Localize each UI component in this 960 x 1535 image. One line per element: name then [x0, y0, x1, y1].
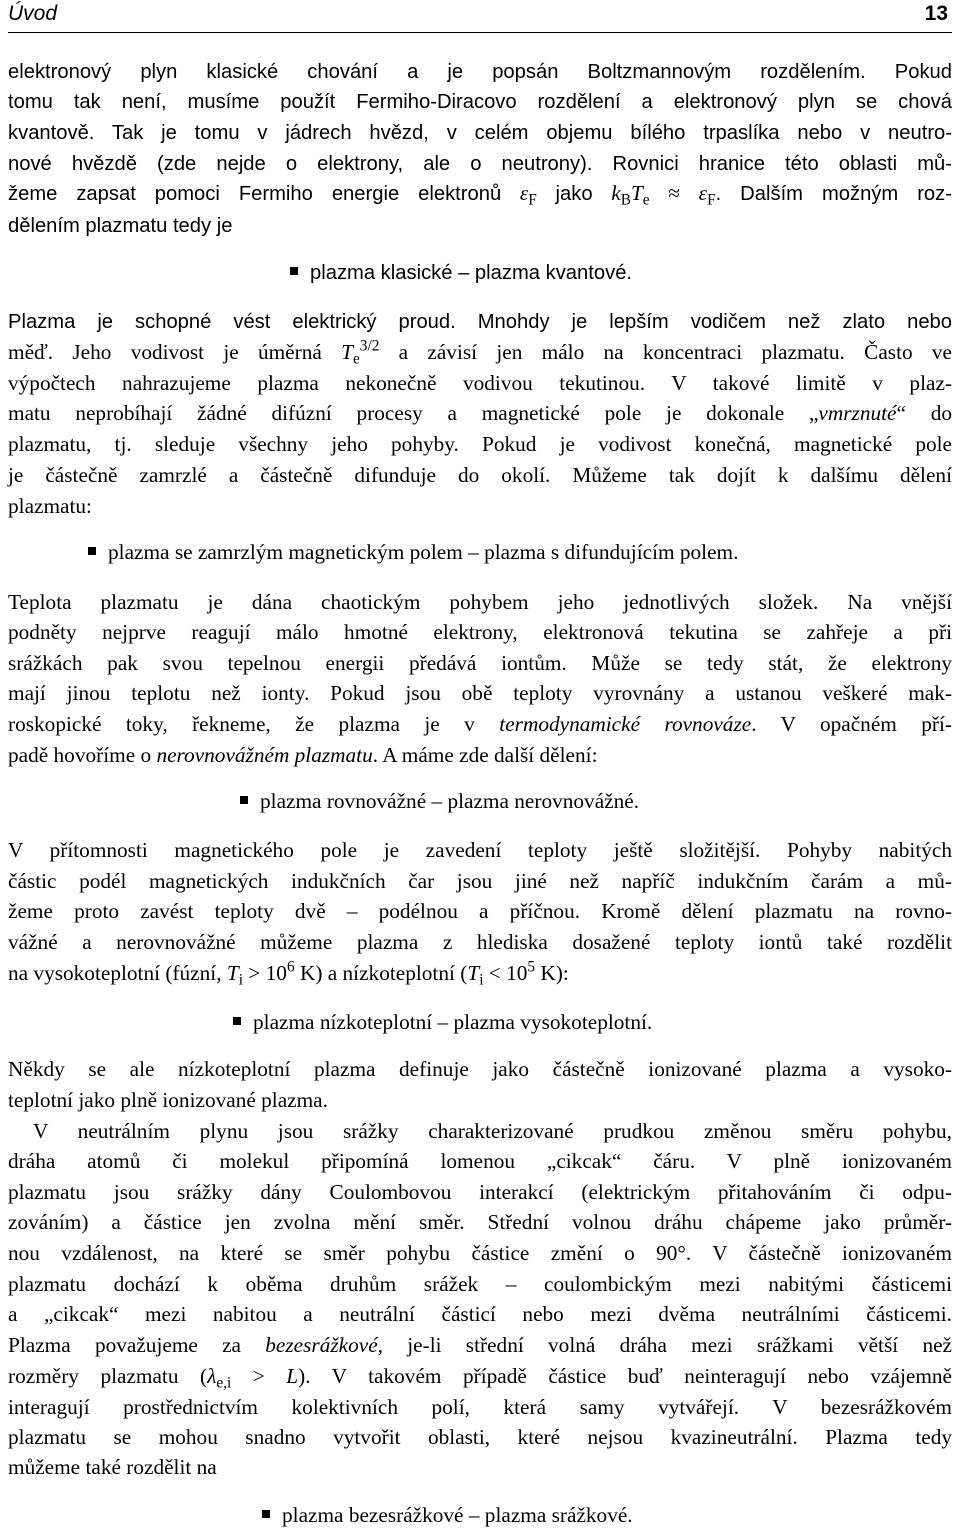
- text-line: můžeme také rozdělit na: [8, 1455, 217, 1479]
- text-line: vážné a nerovnovážné můžeme plazma z hlediska dosažené teploty iontů také rozdělit: [8, 930, 952, 954]
- text-line: žeme zapsat pomoci Fermiho energie elektronů $\varepsilon_F$ jako $k_BT_e \approx \varepsilon_F$. Dalším možným roz-: [8, 181, 952, 209]
- text-line: žeme proto zavést teploty dvě – podélnou a příčnou. Kromě dělení plazmatu na rovno-: [8, 899, 952, 923]
- text-line: kvantově. Tak je tomu v jádrech hvězd, v celém objemu bílého trpaslíka nebo v neutro-: [8, 122, 952, 144]
- section-title: Úvod: [8, 2, 58, 25]
- text-line: Plazma považujeme za bezesrážkové, je-li střední volná dráha mezi srážkami větší než: [8, 1333, 952, 1357]
- bullet-item: plazma nízkoteplotní – plazma vysokoteplotní.: [233, 1007, 652, 1037]
- text-line: plazmatu jsou srážky dány Coulombovou interakcí (elektrickým přitahováním či odpu-: [8, 1180, 952, 1204]
- text-line: elektronový plyn klasické chování a je popsán Boltzmannovým rozdělením. Pokud: [8, 61, 952, 83]
- bullet-square-icon: [290, 267, 298, 275]
- bullet-square-icon: [240, 796, 248, 804]
- text-line: výpočtech nahrazujeme plazma nekonečně vodivou tekutinou. V takové limitě v plaz-: [8, 371, 952, 395]
- bullet-item: plazma se zamrzlým magnetickým polem – plazma s difundujícím polem.: [88, 537, 738, 567]
- text-line: dráha atomů či molekul připomíná lomenou „cikcak“ čáru. V plně ionizovaném: [8, 1149, 952, 1173]
- text-line: a „cikcak“ mezi nabitou a neutrální částicí nebo mezi dvěma neutrálními částicemi.: [8, 1302, 952, 1326]
- text-line: zováním) a částice jen zvolna mění směr. Střední volnou dráhu chápeme jako průměr-: [8, 1210, 952, 1234]
- text-line: interagují prostřednictvím kolektivních polí, která samy vytvářejí. V bezesrážkovém: [8, 1395, 952, 1419]
- bullet-item: plazma rovnovážné – plazma nerovnovážné.: [240, 786, 639, 816]
- text-line: V neutrálním plynu jsou srážky charakterizované prudkou změnou směru pohybu,: [33, 1119, 952, 1143]
- page-number: 13: [924, 2, 948, 25]
- bullet-item: plazma klasické – plazma kvantové.: [290, 257, 632, 288]
- bullet-item: plazma bezesrážkové – plazma srážkové.: [262, 1500, 633, 1530]
- text-line: Plazma je schopné vést elektrický proud. Mnohdy je lepším vodičem než zlato nebo: [8, 311, 952, 333]
- text-line: Teplota plazmatu je dána chaotickým pohybem jeho jednotlivých složek. Na vnější: [8, 590, 952, 614]
- text-line: V přítomnosti magnetického pole je zavedení teploty ještě složitější. Pohyby nabitých: [8, 838, 952, 862]
- text-line: podněty nejprve reagují málo hmotné elektrony, elektronová tekutina se zahřeje a při: [8, 620, 952, 644]
- text-line: nou vzdálenost, na které se směr pohybu částice změní o 90°. V částečně ionizovaném: [8, 1241, 952, 1265]
- text-line: teplotní jako plně ionizované plazma.: [8, 1088, 328, 1112]
- text-line: matu neprobíhají žádné difúzní procesy a magnetické pole je dokonale „vmrznuté“ do: [8, 401, 952, 425]
- text-line: tomu tak není, musíme použít Fermiho-Diracovo rozdělení a elektronový plyn se chová: [8, 91, 952, 113]
- text-line: plazmatu, tj. sleduje všechny jeho pohyby. Pokud je vodivost konečná, magnetické pole: [8, 432, 952, 456]
- bullet-square-icon: [262, 1510, 270, 1518]
- text-line: na vysokoteplotní (fúzní, $T_i > 10^6$ K) a nízkoteplotní ($T_i < 10^5$ K):: [8, 958, 569, 989]
- text-line: je částečně zamrzlé a částečně difunduje do okolí. Můžeme tak dojít k dalšímu dělení: [8, 463, 952, 487]
- bullet-square-icon: [233, 1017, 241, 1025]
- text-line: plazmatu se mohou snadno vytvořit oblasti, které nejsou kvazineutrální. Plazma tedy: [8, 1425, 952, 1449]
- text-line: padě hovoříme o nerovnovážném plazmatu. A máme zde další dělení:: [8, 743, 598, 767]
- page-header: [8, 0, 952, 33]
- text-line: Někdy se ale nízkoteplotní plazma definuje jako částečně ionizované plazma a vysoko-: [8, 1057, 952, 1081]
- text-line: nové hvězdě (zde nejde o elektrony, ale o neutrony). Rovnici hranice této oblasti mů-: [8, 153, 952, 175]
- text-line: plazmatu:: [8, 494, 92, 518]
- text-line: plazmatu dochází k oběma druhům srážek – coulombickým mezi nabitými částicemi: [8, 1272, 952, 1296]
- text-line: mají jinou teplotu než ionty. Pokud jsou obě teploty vyrovnány a ustanou veškeré mak-: [8, 681, 952, 705]
- text-line: částic podél magnetických indukčních čar jsou jiné než napříč indukčním čarám a mů-: [8, 869, 952, 893]
- bullet-square-icon: [88, 547, 96, 555]
- text-line: měď. Jeho vodivost je úměrná $T_e^{3/2}$ a závisí jen málo na koncentraci plazmatu. Často ve: [8, 337, 953, 368]
- text-line: rozměry plazmatu $(\lambda_{e,i} > L)$. V takovém případě částice buď neinteragují nebo vzájemně: [8, 1364, 952, 1392]
- text-line: srážkách pak svou tepelnou energii předává iontům. Může se tedy stát, že elektrony: [8, 651, 952, 675]
- text-line: dělením plazmatu tedy je: [8, 215, 233, 237]
- text-line: roskopické toky, řekneme, že plazma je v termodynamické rovnováze. V opačném pří-: [8, 712, 953, 736]
